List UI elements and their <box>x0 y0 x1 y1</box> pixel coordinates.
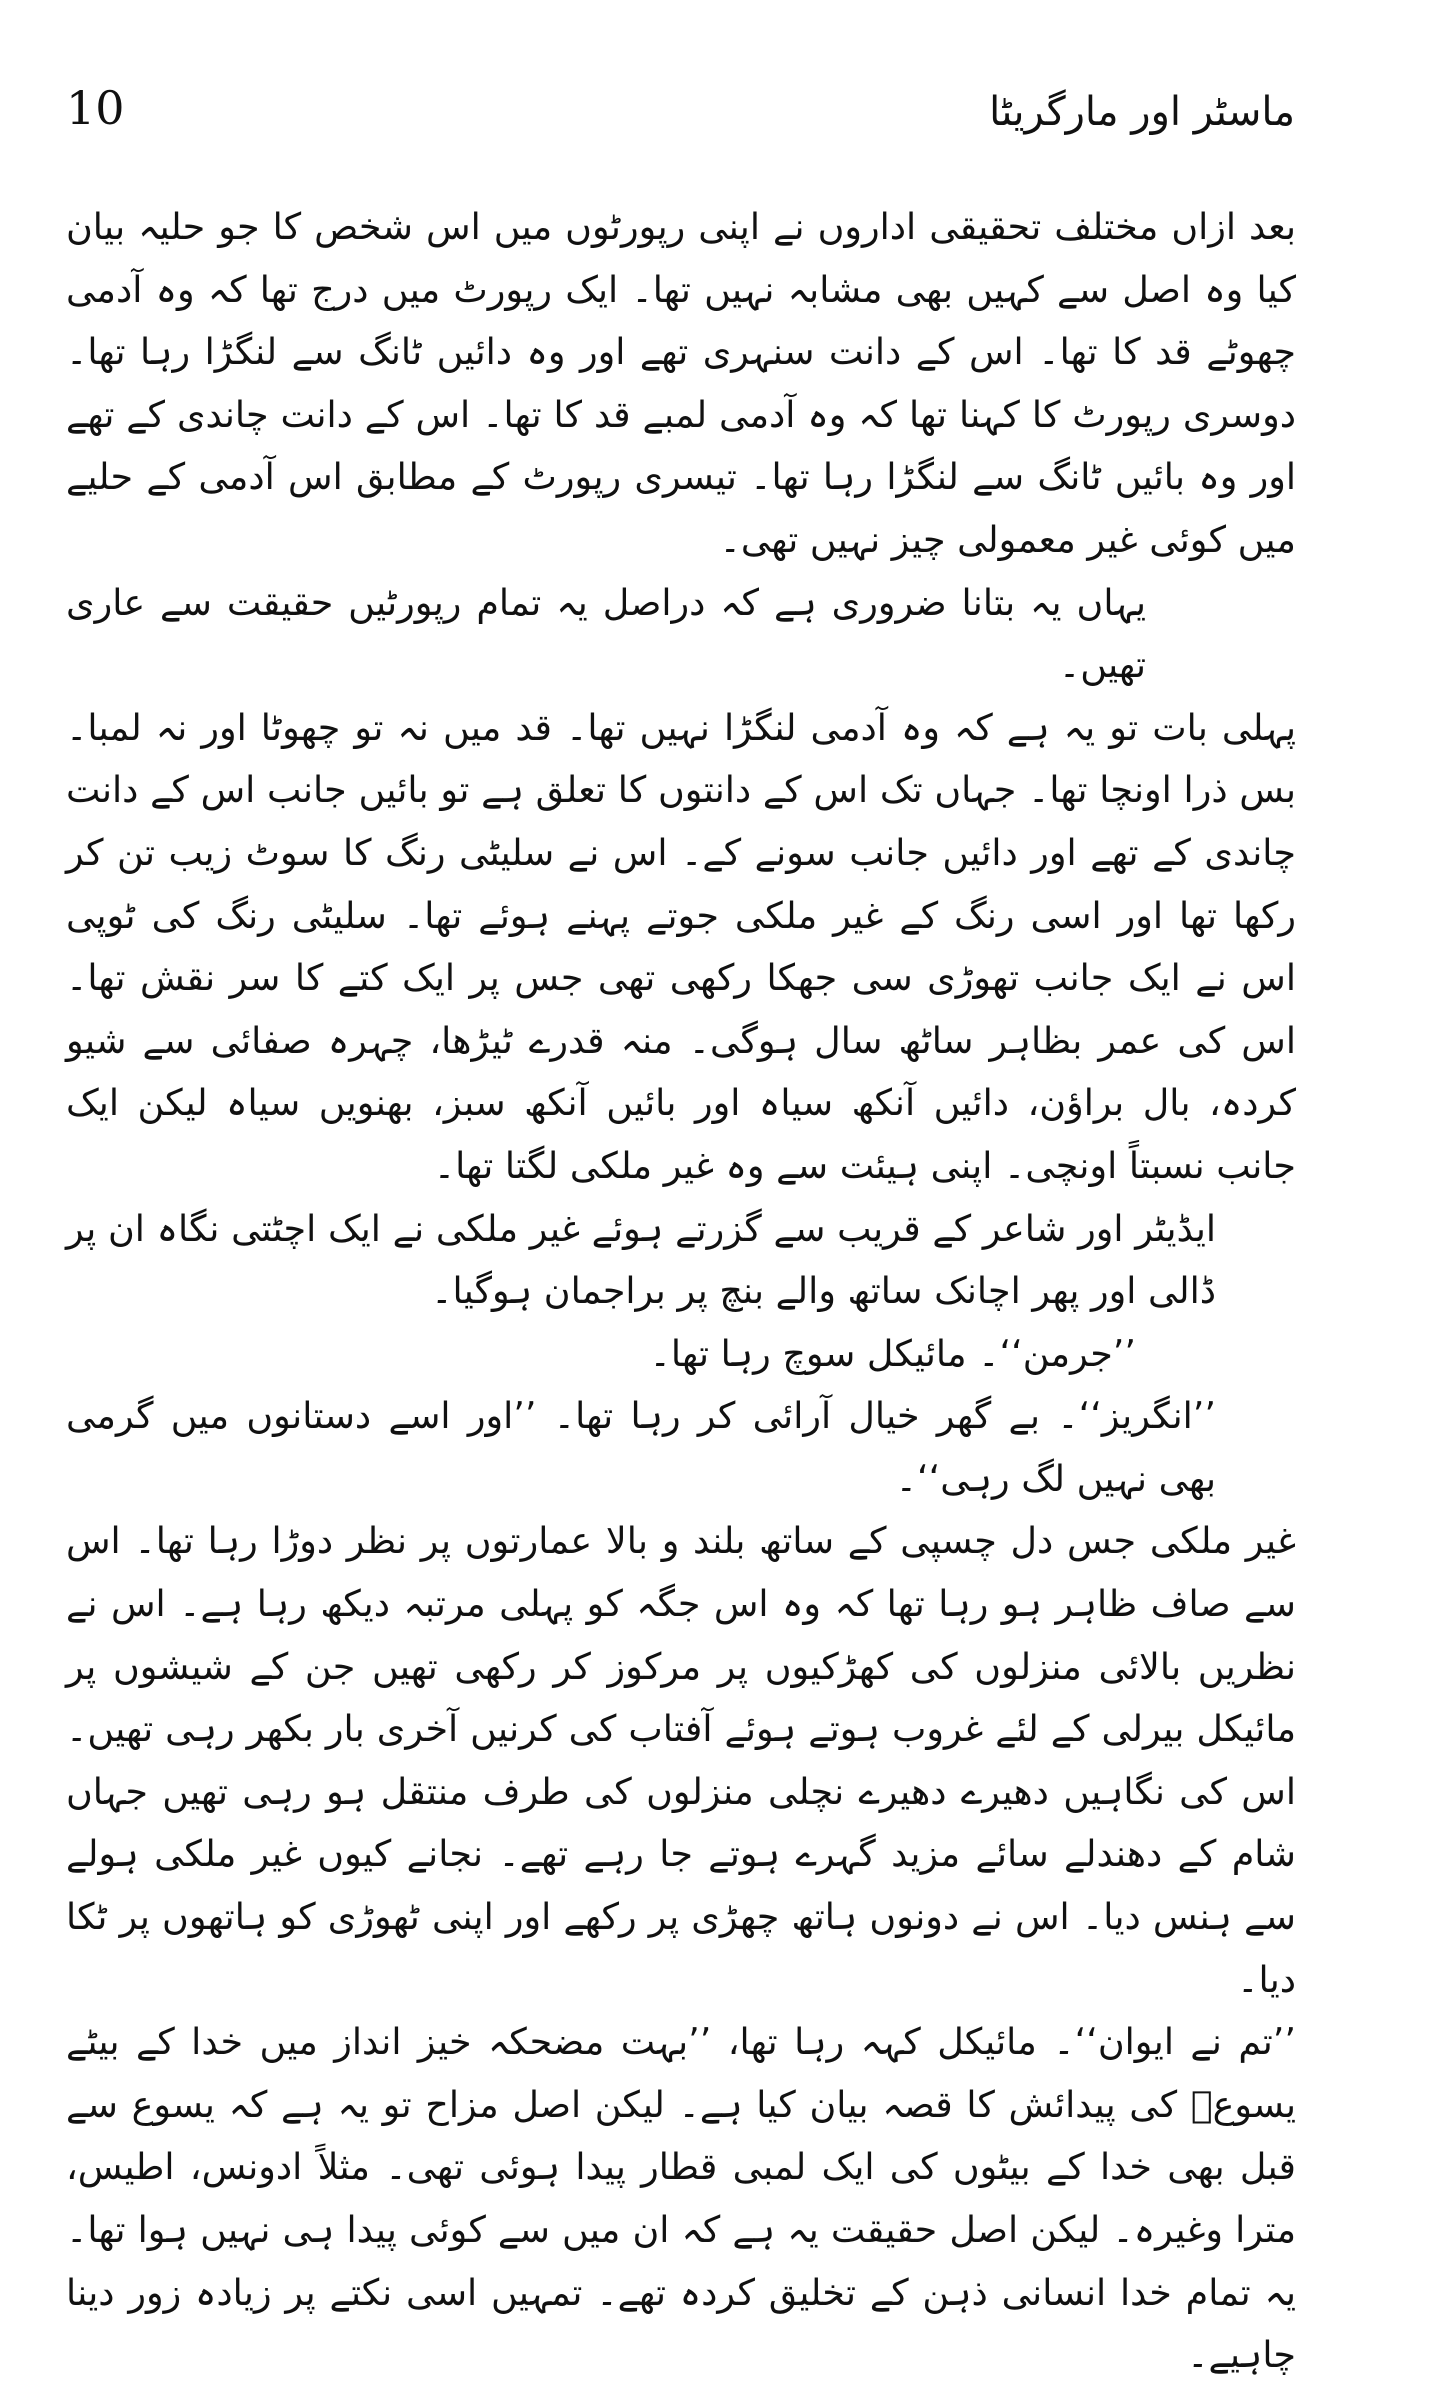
paragraph-buildings: غیر ملکی جس دل چسپی کے ساتھ بلند و بالا عمارتوں پر نظر دوڑا رہا تھا۔ اس سے صاف ظاہر ہو رہا تھا کہ وہ اس جگہ کو پہلی مرتبہ دیکھ رہا ہے۔ اس نے نظریں بالائی منزلوں کی کھڑکیوں پر مرکوز کر رکھی تھیں جن کے شیشوں پر مائیکل بیرلی کے لئے غروب ہوتے ہوئے آفتاب کی کرنیں آخری بار بکھر رہی تھیں۔ اس کی نگاہیں دھیرے دھیرے نچلی منزلوں کی طرف منتقل ہو رہی تھیں جہاں شام کے دھندلے سائے مزید گہرے ہوتے جا رہے تھے۔ نجانے کیوں غیر ملکی ہولے سے ہنس دیا۔ اس نے دونوں ہاتھ چھڑی پر رکھے اور اپنی ٹھوڑی کو ہاتھوں پر ٹکا دیا۔ <box>66 1519 1296 2001</box>
running-title: ماسٹر اور مارگریٹا <box>989 89 1295 135</box>
paragraph-jesus: ’’تم نے ایوان‘‘۔ مائیکل کہہ رہا تھا، ’’بہت مضحکہ خیز انداز میں خدا کے بیٹے یسوعؑ کی پیدائش کا قصہ بیان کیا ہے۔ لیکن اصل مزاح تو یہ ہے کہ یسوع سے قبل بھی خدا کے بیٹوں کی ایک لمبی قطار پیدا ہوئی تھی۔ مثلاً ادونس، اطیس، مترا وغیرہ۔ لیکن اصل حقیقت یہ ہے کہ ان میں سے کوئی پیدا ہی نہیں ہوا تھا۔ یہ تمام خدا انسانی ذہن کے تخلیق کردہ تھے۔ تمہیں اسی نکتے پر زیادہ زور دینا چاہیے۔ <box>66 2020 1296 2377</box>
paragraph-description: پہلی بات تو یہ ہے کہ وہ آدمی لنگڑا نہیں تھا۔ قد میں نہ تو چھوٹا اور نہ لمبا۔ بس ذرا اونچا تھا۔ جہاں تک اس کے دانتوں کا تعلق ہے تو بائیں جانب اس کے دانت چاندی کے تھے اور دائیں جانب سونے کے۔ اس نے سلیٹی رنگ کا سوٹ زیب تن کر رکھا تھا اور اسی رنگ کے غیر ملکی جوتے پہنے ہوئے تھا۔ سلیٹی رنگ کی ٹوپی اس نے ایک جانب تھوڑی سی جھکا رکھی تھی جس پر ایک کتے کا سر نقش تھا۔ اس کی عمر بظاہر ساٹھ سال ہوگی۔ منہ قدرے ٹیڑھا، چہرہ صفائی سے شیو کردہ، بال براؤن، دائیں آنکھ سیاہ اور بائیں آنکھ سبز، بھنویں سیاہ لیکن ایک جانب نسبتاً اونچی۔ اپنی ہیئت سے وہ غیر ملکی لگتا تھا۔ <box>66 705 1296 1187</box>
page-header <box>66 78 1295 148</box>
paragraph-english: ’’انگریز‘‘۔ بے گھر خیال آرائی کر رہا تھا۔ ’’اور اسے دستانوں میں گرمی بھی نہیں لگ رہی‘‘۔ <box>66 1394 1216 1500</box>
paragraph-german: ’’جرمن‘‘۔ مائیکل سوچ رہا تھا۔ <box>649 1331 1136 1375</box>
page-number: 10 <box>66 81 125 135</box>
body-text <box>66 196 1296 2387</box>
paragraph-clarification: یہاں یہ بتانا ضروری ہے کہ دراصل یہ تمام رپورٹیں حقیقت سے عاری تھیں۔ <box>66 580 1146 687</box>
paragraph-reports: بعد ازاں مختلف تحقیقی اداروں نے اپنی رپورٹوں میں اس شخص کا جو حلیہ بیان کیا وہ اصل سے کہیں بھی مشابہ نہیں تھا۔ ایک رپورٹ میں درج تھا کہ وہ آدمی چھوٹے قد کا تھا۔ اس کے دانت سنہری تھے اور وہ دائیں ٹانگ سے لنگڑا رہا تھا۔ دوسری رپورٹ کا کہنا تھا کہ وہ آدمی لمبے قد کا تھا۔ اس کے دانت چاندی کے تھے اور وہ بائیں ٹانگ سے لنگڑا رہا تھا۔ تیسری رپورٹ کے مطابق اس آدمی کے حلیے میں کوئی غیر معمولی چیز نہیں تھی۔ <box>66 205 1296 561</box>
paragraph-bench: ایڈیٹر اور شاعر کے قریب سے گزرتے ہوئے غیر ملکی نے ایک اچٹتی نگاہ ان پر ڈالی اور پھر اچانک ساتھ والے بنچ پر براجمان ہوگیا۔ <box>66 1206 1216 1313</box>
